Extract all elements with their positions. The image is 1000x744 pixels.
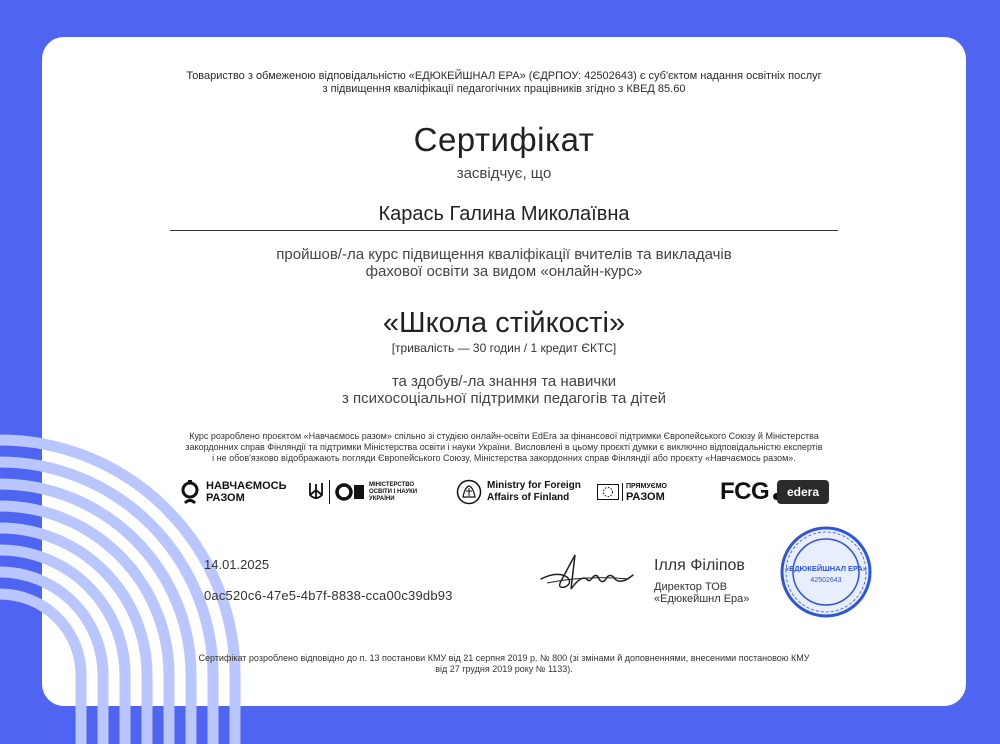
funding-disclaimer bbox=[132, 431, 876, 464]
signer-role-line: Директор ТОВ bbox=[654, 581, 728, 593]
issue-date: 14.01.2025 bbox=[204, 557, 270, 572]
company-stamp bbox=[780, 526, 872, 618]
passed-line: пройшов/-ла курс підвищення кваліфікації вчителів та викладачів bbox=[276, 246, 732, 263]
name-underline bbox=[170, 230, 838, 231]
trident-icon bbox=[308, 481, 324, 503]
pryamuyemo-razom-logo bbox=[597, 475, 667, 509]
skills-gained-text bbox=[42, 373, 966, 407]
edera-wordmark: edera bbox=[787, 485, 820, 499]
passed-line: фахової освіти за видом «онлайн-курс» bbox=[365, 263, 643, 280]
course-passed-text bbox=[42, 246, 966, 280]
fcg-logo bbox=[720, 475, 780, 509]
mon-mark-icon bbox=[335, 482, 365, 502]
issuer-statement bbox=[42, 70, 966, 96]
navchaemos-icon bbox=[180, 479, 200, 505]
logo-text: УКРАЇНИ bbox=[369, 495, 395, 502]
disclaimer-line: закордонних справ Фінляндії та підтримки Міністерства освіти і науки України. Висловлені в цьому проєкті думки є виключно відповідальністю експертів bbox=[185, 442, 823, 452]
footer-note bbox=[152, 653, 856, 675]
certificate-id: 0ac520c6-47e5-4b7f-8838-cca00c39db93 bbox=[204, 588, 453, 603]
partner-logos bbox=[172, 475, 832, 509]
stamp-name: «ЕДЮКЕЙШНАЛ ЕРА» bbox=[785, 564, 867, 573]
logo-text: РАЗОМ bbox=[626, 491, 665, 503]
gained-line: та здобув/-ла знання та навички bbox=[391, 373, 617, 390]
footer-line: Сертифікат розроблено відповідно до п. 13 постанови КМУ від 21 серпня 2019 р. № 800 (зі змінами й доповненнями, внесеними постановою КМУ bbox=[198, 653, 810, 663]
logo-text: Affairs of Finland bbox=[487, 492, 570, 503]
finland-crest-icon bbox=[456, 479, 482, 505]
course-duration: [тривалість — 30 годин / 1 кредит ЄКТС] bbox=[391, 341, 617, 355]
signer-role bbox=[654, 581, 749, 605]
ministry-education-logo bbox=[308, 475, 417, 509]
stamp-code: 42502643 bbox=[810, 577, 842, 584]
footer-line: від 27 грудня 2019 року № 1133). bbox=[435, 664, 573, 674]
logo-text: Ministry for Foreign bbox=[487, 480, 581, 491]
signer-role-line: «Едюкейшнл Ера» bbox=[654, 593, 750, 605]
logo-text: РАЗОМ bbox=[206, 492, 245, 504]
navchaemos-razom-logo bbox=[180, 475, 286, 509]
disclaimer-line: і не обов'язково відображають погляди Європейського Союзу, Міністерства закордонних справ Фінляндії або проєкту «Навчаємось разом». bbox=[212, 453, 796, 463]
disclaimer-line: Курс розроблено проєктом «Навчаємось разом» спільно зі студією онлайн-освіти EdEra за фінансової підтримки Європейського Союзу й Міністерства bbox=[189, 431, 819, 441]
fcg-wordmark: FCG bbox=[720, 478, 770, 505]
logo-text: МІНІСТЕРСТВО bbox=[369, 481, 415, 488]
course-title: «Школа стійкості» bbox=[382, 307, 626, 339]
gained-line: з психосоціальної підтримки педагогів та дітей bbox=[341, 390, 667, 407]
recipient-name: Карась Галина Миколаївна bbox=[378, 203, 630, 225]
logo-text: ПРЯМУЄМО bbox=[626, 483, 667, 490]
logo-text: НАВЧАЄМОСЬ bbox=[206, 480, 287, 492]
issuer-line: з підвищення кваліфікації педагогічних працівників згідно з КВЕД 85.60 bbox=[322, 83, 686, 95]
certifies-text: засвідчує, що bbox=[456, 165, 552, 182]
signature-image bbox=[537, 549, 637, 595]
signer-name: Ілля Філіпов bbox=[654, 557, 745, 574]
edera-logo bbox=[777, 475, 829, 509]
eu-flag-icon bbox=[597, 484, 619, 500]
logo-text: ОСВІТИ І НАУКИ bbox=[369, 488, 418, 495]
mfa-finland-logo bbox=[456, 475, 581, 509]
certificate-content bbox=[42, 37, 966, 706]
certificate-title: Сертифікат bbox=[413, 121, 595, 158]
issuer-line: Товариство з обмеженою відповідальністю «ЕДЮКЕЙШНАЛ ЕРА» (ЄДРПОУ: 42502643) є суб'єктом надання освітніх послуг bbox=[186, 70, 822, 82]
